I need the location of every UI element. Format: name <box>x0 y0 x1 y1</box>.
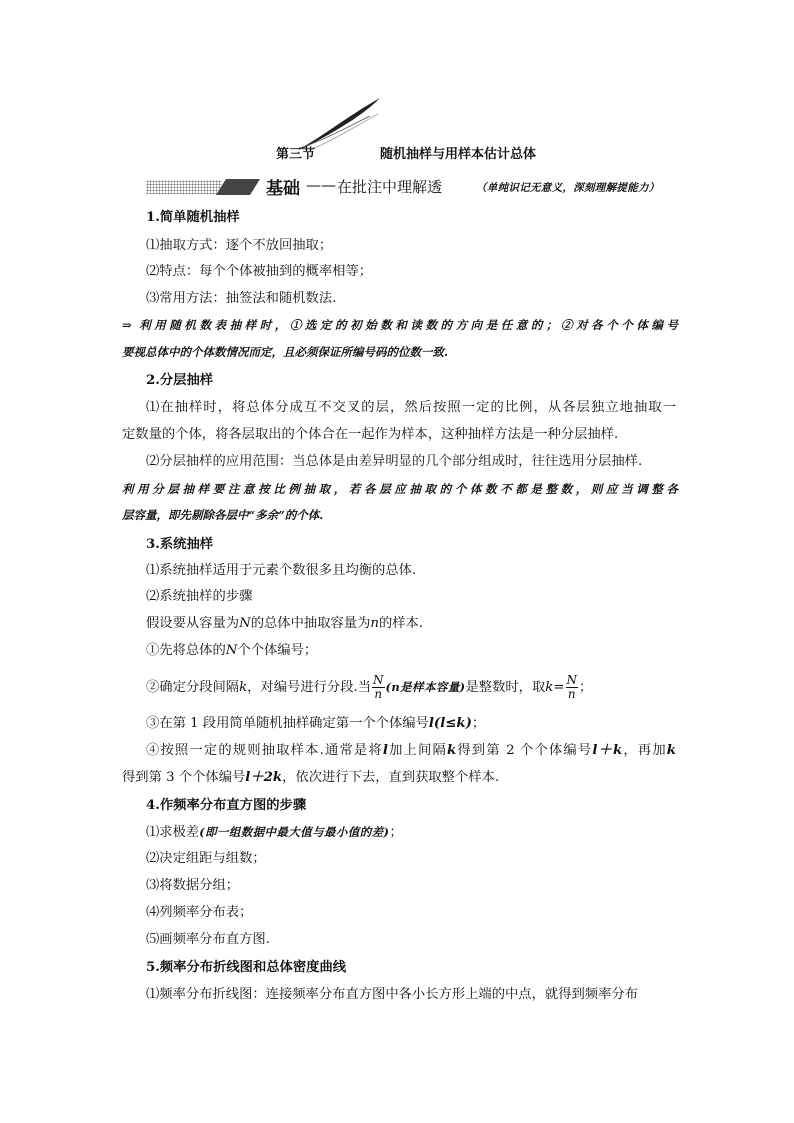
section-banner <box>146 176 676 198</box>
heading-histogram-steps: 4.作频率分布直方图的步骤 <box>146 798 307 813</box>
list-item: ⑶将数据分组； <box>146 878 240 893</box>
banner-dash: —— <box>306 176 336 194</box>
paragraph: 假设要从容量为N的总体中抽取容量为n的样本. <box>146 616 424 631</box>
list-item: ⑵系统抽样的步骤 <box>146 589 253 604</box>
heading-systematic-sampling: 3.系统抽样 <box>146 537 214 552</box>
list-item: ⑶常用方法：抽签法和随机数法. <box>146 291 337 306</box>
margin-note: 层容量，即先剔除各层中“多余”的个体. <box>122 508 324 522</box>
step-item: 得到第 3 个个体编号l＋2k，依次进行下去，直到获取整个样本. <box>122 770 500 785</box>
list-item: ⑵决定组距与组数； <box>146 851 266 866</box>
page-title <box>0 143 794 163</box>
paragraph: ⑵分层抽样的应用范围：当总体是由差异明显的几个部分组成时，往往选用分层抽样. <box>146 454 643 469</box>
section-number: 第三节 <box>276 147 316 162</box>
banner-tagline: 在批注中理解透 <box>337 178 443 196</box>
list-item: ⑴抽取方式：逐个不放回抽取； <box>146 238 333 253</box>
step-item: ①先将总体的N个个体编号； <box>146 643 318 658</box>
step-item: ②确定分段间隔k，对编号进行分段.当 $\frac{N}{n}$ (n是样本容量)是整数时，取k= $\frac{N}{n}$ ； <box>146 673 593 701</box>
margin-note: 要视总体中的个体数情况而定，且必须保证所编号码的位数一致. <box>122 345 449 359</box>
margin-note: 利用分层抽样要注意按比例抽取，若各层应抽取的个体数不都是整数，则应当调整各 <box>122 482 678 496</box>
fraction-n-over-n: $\frac{N}{n}$ <box>566 673 577 701</box>
list-item: ⑴系统抽样适用于元素个数很多且均衡的总体. <box>146 563 417 578</box>
heading-simple-random-sampling: 1.简单随机抽样 <box>146 210 240 225</box>
heading-frequency-polygon: 5.频率分布折线图和总体密度曲线 <box>146 960 347 975</box>
fraction-n-over-n: $\frac{N}{n}$ <box>373 673 384 701</box>
banner-label: 基础 <box>266 179 300 199</box>
heading-stratified-sampling: 2.分层抽样 <box>146 373 214 388</box>
margin-note: ⇒ 利用随机数表抽样时，①选定的初始数和读数的方向是任意的；②对各个个体编号 <box>122 318 678 332</box>
list-item: ⑷列频率分布表； <box>146 905 253 920</box>
step-item: ④按照一定的规则抽取样本.通常是将l加上间隔k得到第 2 个个体编号l＋k，再加k <box>146 743 677 758</box>
paragraph: 定数量的个体，将各层取出的个体合在一起作为样本，这种抽样方法是一种分层抽样. <box>122 427 619 442</box>
banner-note: （单纯识记无意义，深刻理解提能力） <box>476 182 660 194</box>
list-item: ⑸画频率分布直方图. <box>146 932 270 947</box>
step-item: ③在第 1 段用简单随机抽样确定第一个个体编号l(l≤k)； <box>146 716 486 731</box>
list-item: ⑴频率分布折线图：连接频率分布直方图中各小长方形上端的中点，就得到频率分布 <box>146 987 638 1002</box>
list-item: ⑴求极差(即一组数据中最大值与最小值的差)； <box>146 825 403 840</box>
list-item: ⑵特点：每个个体被抽到的概率相等； <box>146 264 373 279</box>
section-title: 随机抽样与用样本估计总体 <box>380 147 537 162</box>
banner-parallelogram-icon <box>216 179 260 195</box>
paragraph: ⑴在抽样时，将总体分成互不交叉的层，然后按照一定的比例，从各层独立地抽取一 <box>146 400 676 415</box>
banner-dot-pattern <box>146 180 222 194</box>
